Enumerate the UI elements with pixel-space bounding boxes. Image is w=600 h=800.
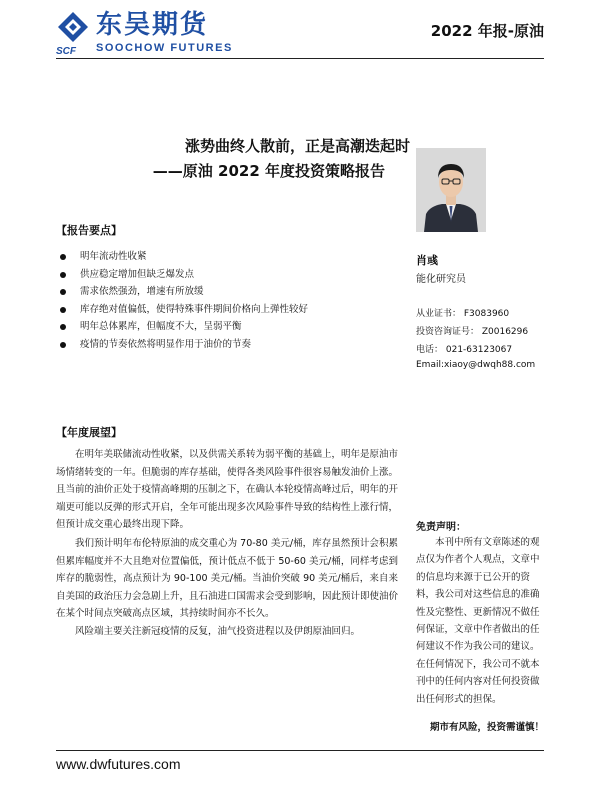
logo-abbr: SCF (56, 46, 76, 57)
list-item: 库存绝对值偏低，使得特殊事件期间价格向上弹性较好 (56, 301, 376, 319)
logo-mark-icon (56, 10, 90, 44)
outlook-heading: 【年度展望】 (56, 426, 122, 439)
risk-slogan: 期市有风险，投资需谨慎！ (429, 722, 544, 733)
footer-divider (56, 750, 544, 751)
list-item: 明年总体累库，但幅度不大，呈弱平衡 (56, 318, 376, 336)
summary-list (56, 248, 376, 353)
list-item: 供应稳定增加但缺乏爆发点 (56, 266, 376, 284)
outlook-paragraph-3: 风险端主要关注新冠疫情的反复，油气投资进程以及伊朗原油回归。 (75, 626, 361, 637)
list-item: 疫情的节奏依然将明显作用于油价的节奏 (56, 336, 376, 354)
report-title: 涨势曲终人散前，正是高潮迭起时 (184, 137, 410, 155)
analyst-name: 肖彧 (416, 254, 438, 267)
footer-url: www.dwfutures.com (56, 756, 181, 772)
analyst-role: 能化研究员 (416, 274, 466, 285)
logo-text-en: SOOCHOW FUTURES (96, 42, 233, 54)
analyst-consult-id: 投资咨询证号： Z0016296 (416, 327, 529, 337)
report-subtitle: ——原油 2022 年度投资策略报告 (152, 162, 385, 180)
outlook-paragraph-2: 我们预计明年布伦特原油的成交重心为 70-80 美元/桶，库存虽然预计会积累但累库幅度并不大且绝对位置偏低，预计低点不低于 50-60 美元/桶，同样考虑到库存的脆弱性，高点预计为 90-100 美元/桶。当油价突破 90 美元/桶后，来自来自美国的政治压力会急剧上升，且石油进口国需求会受到影响，因此预计即使油价在某个时间点突破高点区域，其持续时间亦不长久。 (56, 538, 399, 619)
disclaimer-text: 本刊中所有文章陈述的观点仅为作者个人观点，文章中的信息均来源于已公开的资料，我公司对这些信息的准确性及完整性、更新情况不做任何保证，文章中作者做出的任何建议不作为我公司的建议。在任何情况下，我公司不就本刊中的任何内容对任何投资做出任何形式的担保。 (416, 537, 540, 705)
summary-heading: 【报告要点】 (56, 224, 122, 237)
disclaimer-title: 免责声明： (416, 522, 466, 533)
header-divider (56, 58, 544, 59)
portrait-icon (416, 148, 486, 232)
report-tag: 2022 年报-原油 (430, 22, 544, 40)
list-item: 明年流动性收紧 (56, 248, 376, 266)
analyst-email: Email:xiaoy@dwqh88.com (416, 360, 536, 370)
company-logo (56, 8, 256, 58)
list-item: 需求依然强劲，增速有所放缓 (56, 283, 376, 301)
analyst-license: 从业证书： F3083960 (416, 309, 510, 319)
analyst-photo (416, 148, 486, 232)
analyst-phone: 电话： 021-63123067 (416, 345, 513, 355)
outlook-paragraph-1: 在明年美联储流动性收紧，以及供需关系转为弱平衡的基础上，明年是原油市场情绪转变的一年。但脆弱的库存基础，使得各类风险事件很容易触发油价上涨。且当前的油价正处于疫情高峰期的压制之下，在确认本轮疫情高峰过后，明年的开端更可能以反弹的形式开启，全年可能出现多次风险事件导致的结构性上涨行情，但预计成交重心最终出现下降。 (56, 449, 399, 530)
logo-text-cn: 东吴期货 (96, 10, 209, 40)
